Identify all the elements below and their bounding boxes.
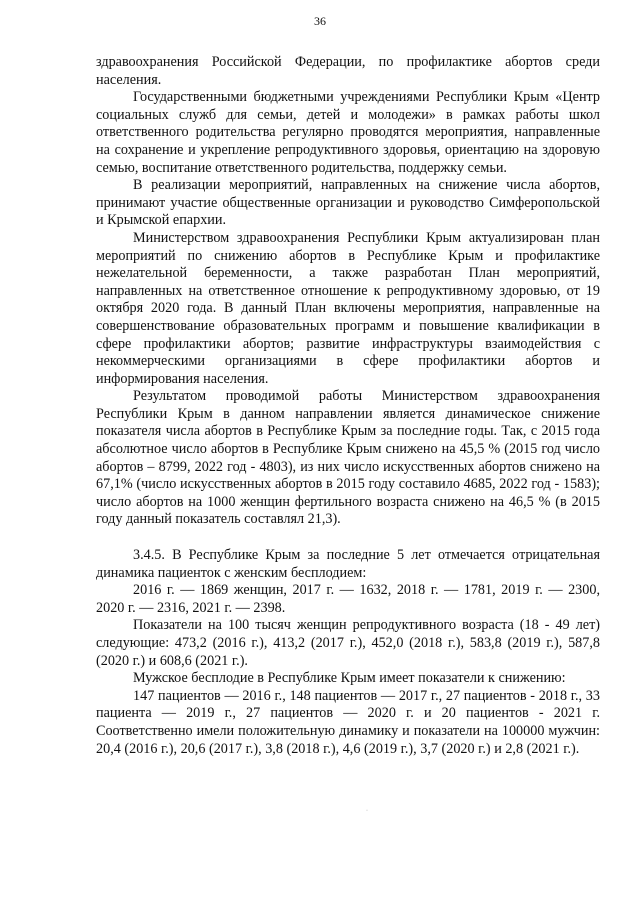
paragraph-section-3-4-5: 3.4.5. В Республике Крым за последние 5 лет отмечается отрицательная динамика пациенток с женским бесплодием:: [96, 547, 600, 581]
paragraph-female-infertility-counts: 2016 г. — 1869 женщин, 2017 г. — 1632, 2018 г. — 1781, 2019 г. — 2300, 2020 г. — 2316, 2021 г. — 2398.: [96, 582, 600, 616]
paragraph-public-organizations: В реализации мероприятий, направленных на снижение числа абортов, принимают участие общественные организации и руководство Симферопольской и Крымской епархии.: [96, 177, 600, 229]
paragraph-abortion-results: Результатом проводимой работы Министерством здравоохранения Республики Крым в данном направлении является динамическое снижение показателя числа абортов в Республике Крым за последние годы. Так, с 2015 года абсолютное число абортов в Республике Крым снижено на 45,5 % (2015 год число абортов – 8799, 2022 год - 4803), из них число искусственных абортов снижено на 67,1% (число искусственных абортов в 2015 году составило 4685, 2022 год - 1583); число абортов на 1000 женщин фертильного возраста снижено на 46,5 % (в 2015 году данный показатель составлял 21,3).: [96, 388, 600, 528]
paragraph-family-services: Государственными бюджетными учреждениями Республики Крым «Центр социальных служб для семьи, детей и молодежи» в рамках работы школ ответственного родительства регулярно проводятся мероприятия, направленные на сохранение и укрепление репродуктивного здоровья, ориентацию на здоровую семью, воспитание ответственного родительства, поддержку семьи.: [96, 89, 600, 176]
paragraph-ministry-plan: Министерством здравоохранения Республики Крым актуализирован план мероприятий по снижению абортов в Республике Крым и профилактике нежелательной беременности, а также разработан План мероприятий, направленных на ответственное отношение к репродуктивному здоровью, от 19 октября 2020 года. В данный План включены мероприятия, направленные на совершенствование образовательных программ и повышение квалификации в сфере профилактики абортов; развитие инфраструктуры взаимодействия с некоммерческими организациями в сфере профилактики абортов и информирования населения.: [96, 229, 600, 387]
page-number: 36: [314, 14, 326, 28]
paragraph-continuation: здравоохранения Российской Федерации, по профилактике абортов среди населения.: [96, 54, 600, 88]
paragraph-male-infertility-data: 147 пациентов — 2016 г., 148 пациентов — 2017 г., 27 пациентов - 2018 г., 33 пациента — 2019 г., 27 пациентов — 2020 г. и 20 пациентов - 2021 г. Соответственно имели положительную динамику и показатели на 100000 мужчин: 20,4 (2016 г.), 20,6 (2017 г.), 3,8 (2018 г.), 4,6 (2019 г.), 3,7 (2020 г.) и 2,8 (2021 г.).: [96, 687, 600, 757]
paragraph-male-infertility-intro: Мужское бесплодие в Республике Крым имеет показатели к снижению:: [133, 670, 566, 687]
paragraph-female-infertility-rates: Показатели на 100 тысяч женщин репродуктивного возраста (18 - 49 лет) следующие: 473,2 (2016 г.), 413,2 (2017 г.), 452,0 (2018 г.), 583,8 (2019 г.), 587,8 (2020 г.) и 608,6 (2021 г.).: [96, 617, 600, 669]
scan-speck: ·: [366, 808, 368, 814]
document-body: [96, 54, 600, 758]
